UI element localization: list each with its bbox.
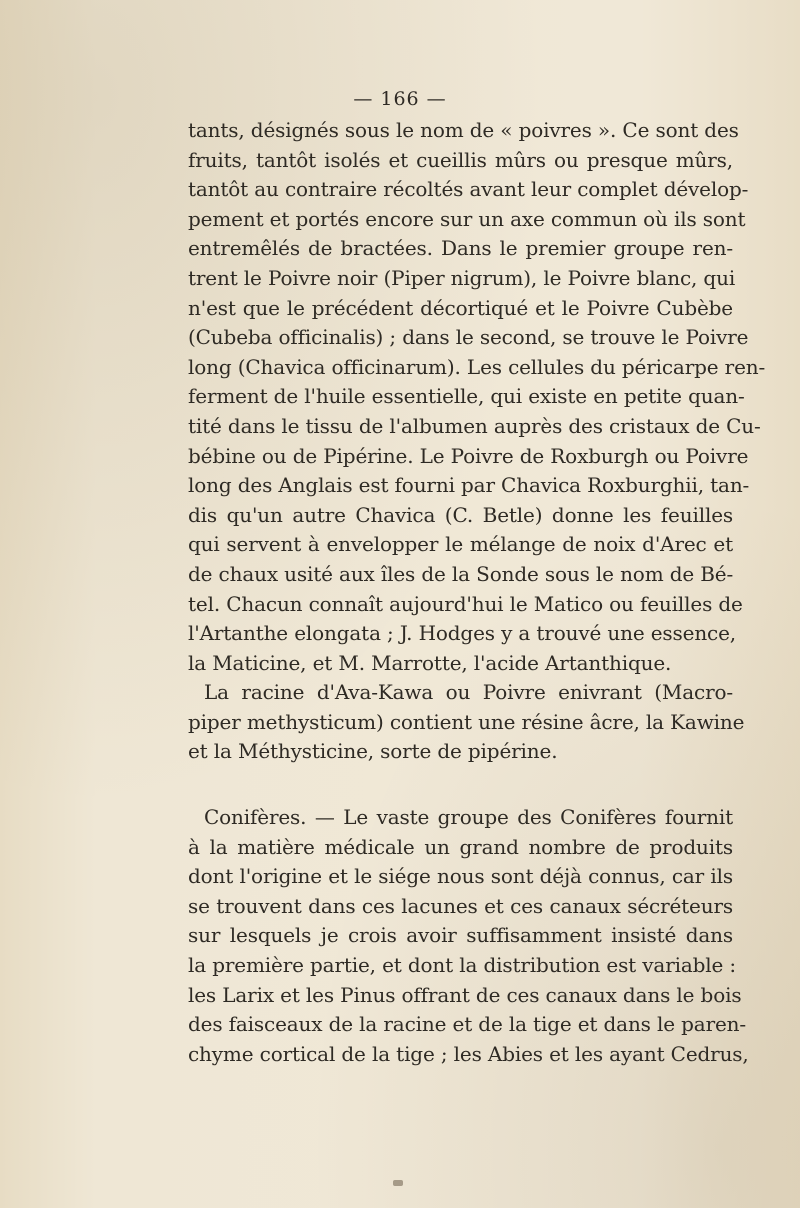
text-line: tité dans le tissu de l'albumen auprès des cristaux de Cu-: [188, 413, 761, 438]
text-line: long (Chavica officinarum). Les cellules du péricarpe ren-: [188, 354, 766, 379]
text-line: fruits, tantôt isolés et cueillis mûrs ou presque mûrs,: [188, 147, 733, 172]
text-line: dis qu'un autre Chavica (C. Betle) donne les feuilles: [188, 502, 733, 527]
paragraph-coniferes: [188, 803, 749, 1069]
text-line: qui servent à envelopper le mélange de noix d'Arec et: [188, 532, 733, 557]
text-line: long des Anglais est fourni par Chavica Roxburghii, tan-: [188, 473, 750, 498]
paragraph-poivres: [188, 116, 766, 678]
text-line: tantôt au contraire récoltés avant leur complet dévelop-: [188, 177, 749, 202]
text-line: tants, désignés sous le nom de « poivres ». Ce sont des: [188, 118, 739, 142]
text-line: la Maticine, et M. Marrotte, l'acide Artanthique.: [188, 650, 672, 675]
text-line: l'Artanthe elongata ; J. Hodges y a trouvé une essence,: [188, 621, 737, 646]
text-line: à la matière médicale un grand nombre de produits: [188, 834, 733, 859]
text-line: des faisceaux de la racine et de la tige et dans le paren-: [188, 1012, 746, 1037]
text-line: (Cubeba officinalis) ; dans le second, se trouve le Poivre: [188, 325, 749, 350]
text-line: bébine ou de Pipérine. Le Poivre de Roxburgh ou Poivre: [188, 443, 749, 468]
text-line: se trouvent dans ces lacunes et ces canaux sécréteurs: [188, 893, 733, 918]
text-line: Conifères. — Le vaste groupe des Conifères fournit: [204, 805, 733, 830]
paragraph-gap: [188, 767, 733, 803]
text-line: piper methysticum) contient une résine âcre, la Kawine: [188, 709, 745, 734]
text-line: n'est que le précédent décortiqué et le Poivre Cubèbe: [188, 295, 733, 320]
text-line: ferment de l'huile essentielle, qui existe en petite quan-: [188, 384, 745, 409]
paragraph-ava-kawa: [188, 678, 745, 767]
text-line: sur lesquels je crois avoir suffisamment insisté dans: [188, 923, 733, 948]
text-line: les Larix et les Pinus offrant de ces canaux dans le bois: [188, 982, 742, 1007]
ink-speck: [393, 1180, 403, 1186]
text-line: pement et portés encore sur un axe commun où ils sont: [188, 206, 746, 231]
text-line: dont l'origine et le siége nous sont déjà connus, car ils: [188, 864, 733, 889]
text-line: trent le Poivre noir (Piper nigrum), le Poivre blanc, qui: [188, 265, 736, 290]
page-number: — 166 —: [353, 88, 447, 110]
body-text: [188, 116, 766, 1069]
text-line: La racine d'Ava-Kawa ou Poivre enivrant (Macro-: [204, 680, 733, 705]
text-line: entremêlés de bractées. Dans le premier groupe ren-: [188, 236, 733, 261]
text-line: et la Méthysticine, sorte de pipérine.: [188, 739, 558, 764]
text-line: de chaux usité aux îles de la Sonde sous le nom de Bé-: [188, 561, 734, 586]
text-line: chyme cortical de la tige ; les Abies et les ayant Cedrus,: [188, 1041, 749, 1066]
text-line: la première partie, et dont la distribution est variable :: [188, 953, 737, 978]
text-line: tel. Chacun connaît aujourd'hui le Matico ou feuilles de: [188, 591, 743, 616]
